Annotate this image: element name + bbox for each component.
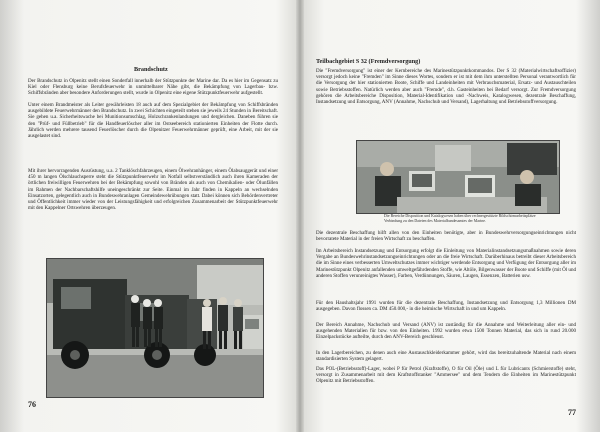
office-photo [356, 140, 560, 214]
left-page [18, 0, 286, 432]
left-paragraph-2: Unter einem Brandmeister als Leiter gewährleisten 18 auch auf dem Spezialgebiet der Bekämpfung von Schiffsbränden ausgebildete Feuerwehrmänner den Brandschutz. In zwei Schichten eingeteilt stehen sie jeweils 24 Stunden in Bereitschaft. Sie gehen u.a. Sicherheitswache bei Munitionsumschlag, Holzschrankenlandungen und dergleichen. Daneben führen sie den "Prüf- und Füllbetrieb" für die Handfeuerlöscher aller im Ostseebereich stationierten Einheiten der Flotte durch. Jährlich werden mehrere tausend Feuerlöscher durch die Olpenitzer Feuerwehrmänner geprüft, eine Arbeit, mit der sie ausgelastet sind. [28, 102, 278, 140]
book-gutter [296, 0, 304, 432]
office-illustration [357, 141, 559, 213]
right-page-number: 77 [568, 408, 576, 417]
fire-brigade-illustration [47, 259, 263, 397]
left-paragraph-1: Der Brandschutz in Olpenitz stellt einen Sonderfall innerhalb der Stützpunkte der Marine dar. Da es hier im Gegensatz zu Kiel oder Flensburg keine Berufsfeuerwehr in unmittelbarer Nähe gibt, die Bekämpfung von Lagerbau- bzw. Schiffsbränden aber besondere Anforderungen stellt, wurde in Olpenitz eine eigene Stützpunktfeuerwehr aufgestellt. [28, 78, 278, 97]
right-paragraph-haushalt: Für den Haushaltsjahr 1991 wurden für die dezentrale Beschaffung, Instandsetzung und Entsorgung 1,3 Millionen DM ausgegeben. Davon flossen ca. DM 450.000,- in die heimische Wirtschaft in und um Kappeln. [316, 300, 576, 313]
right-page [314, 0, 582, 432]
right-paragraph-pol: Das POL-(Betriebsstoff)-Lager, wobei P für Petrol (Kraftstoffe), O für Oil (Öle) und L für Lubricants (Schmierstoffe) steht, versorgt in Zusammenarbeit mit dem Kraftstoffstanker "Ammersee" und dem Tendern die Einheiten im Marinestützpunkt Olpenitz mit Betriebsstoffen. [316, 366, 576, 385]
right-paragraph-beschaffung: Die dezentrale Beschaffung hilft allen von den Einheiten benötigte, aber in Bundeswehrversorgungseinrichtungen nicht bevorratete Material in der freien Wirtschaft zu beschaffen. [316, 230, 576, 243]
left-paragraph-3: Mit ihrer hervorragenden Ausrüstung, u.a. 2 Tanklöschfahrzeugen, einem Ölwehranhänger, einem Ölabsauggerät und einer 450 m langen Ölschlauchsperre steht die Stützpunktfeuerwehr im Notfall selbstverständlich auch ihren Kameraden der örtlichen freiwilligen Feuerwehren bei der Bekämpfung sowohl von Bränden als auch von Chemikalien- oder Ölunfällen im Rahmen der Nachbarschaftshilfe uneingeschränkt zur Seite. Einmal im Jahr finden in Kappeln an wechselnden Einsatzorten, gelegentlich auch in Bundeswehranlagen Gemeindewehrübungen statt. Dabei können sich Behördenvertreter und Öffentlichkeit immer wieder von der Leistungsfähigkeit und erfolgreichen Zusammenarbeit der Stützpunktfeuerwehr mit den Kappelner Ortswehren überzeugen. [28, 168, 278, 212]
right-paragraph-lager: In den Lagerbereichen, zu denen auch eine Austauschkleiderkammer gehört, wird das bereitzuhaltende Material nach einem standardisierten System gelagert. [316, 350, 576, 363]
fire-brigade-photo [46, 258, 264, 398]
right-paragraph-instandsetzung: Im Arbeitsbereich Instandsetzung und Entsorgung erfolgt die Einleitung von Materialinstandsetzungsmaßnahmen sowie deren Vergabe an Bundeswehrinstandsetzungseinrichtungen oder an die freie Wirtschaft. Darüberhinaus betreibt dieser Arbeitsbereich die im Sinne eines verbesserten Umweltschutzes immer wichtiger werdende Entsorgung und Verfügung der Entsorgung aller im Marinestützpunkt Olpenitz anfallenden umweltgefährdenden Stoffe, wie Altöle, Bilgenwasser der Boote und Schiffe (mit Öl und anderen Stoffen verunreinigtes Wasser), Farben, Verdünnungen, Säuren, Laugen, Essenzen, Batterien usw. [316, 248, 576, 279]
right-paragraph-anv: Der Bereich Annahme, Nachschub und Versand (ANV) ist zuständig für die Annahme und Weiterleitung aller ein- und ausgehenden Materialien für bzw. von den Einheiten. 1992 wurden etwa 1500 Tonnen Material, das sich in rund 20.000 Einzelpackstücke aufteilte, durch den ANV-Bereich geschleust. [316, 322, 576, 341]
right-page-heading: Teilbachgebiet S 32 (Fremdversorgung) [316, 58, 421, 65]
office-photo-caption: Die Bereiche Disposition und Katalogwesen haben über rechnergestützte Bildschirmarbeitsplätze Verbindung zu den Dateien des Materialbundesamtes der Marine. [384, 214, 536, 223]
left-page-number: 76 [28, 400, 36, 409]
right-paragraph-intro: Die "Fremdversorgung" ist einer der Kernbereiche des Marinestützpunktkommandos. Der S 32 (Materialwirtschaftsoffizier) versorgt jedoch keine "Fremden" im Sinne dieses Wortes, sondern er ist mit dem ihm unterstellten Personal verantwortlich für die Versorgung der hier stationierten Boote, Schiffe und Landeinheiten mit Verbrauchsmaterial, Ersatz- und Austauschteilen sowie Betriebsstoffen. Natürlich werden aber auch "Fremde", d.h. Gasteinheiten bei Bedarf versorgt. Zur Fremdversorgung gehören die Arbeitsbereiche Disposition, Material-Identifikation und -Nachweis, Katalogwesen, dezentrale Beschaffung, Instandsetzung und Entsorgung, ANV (Annahme, Nachschub und Versand), Lagerhaltung und Betriebsstoffversorgung. [316, 68, 576, 106]
left-page-heading: Brandschutz [134, 66, 168, 73]
